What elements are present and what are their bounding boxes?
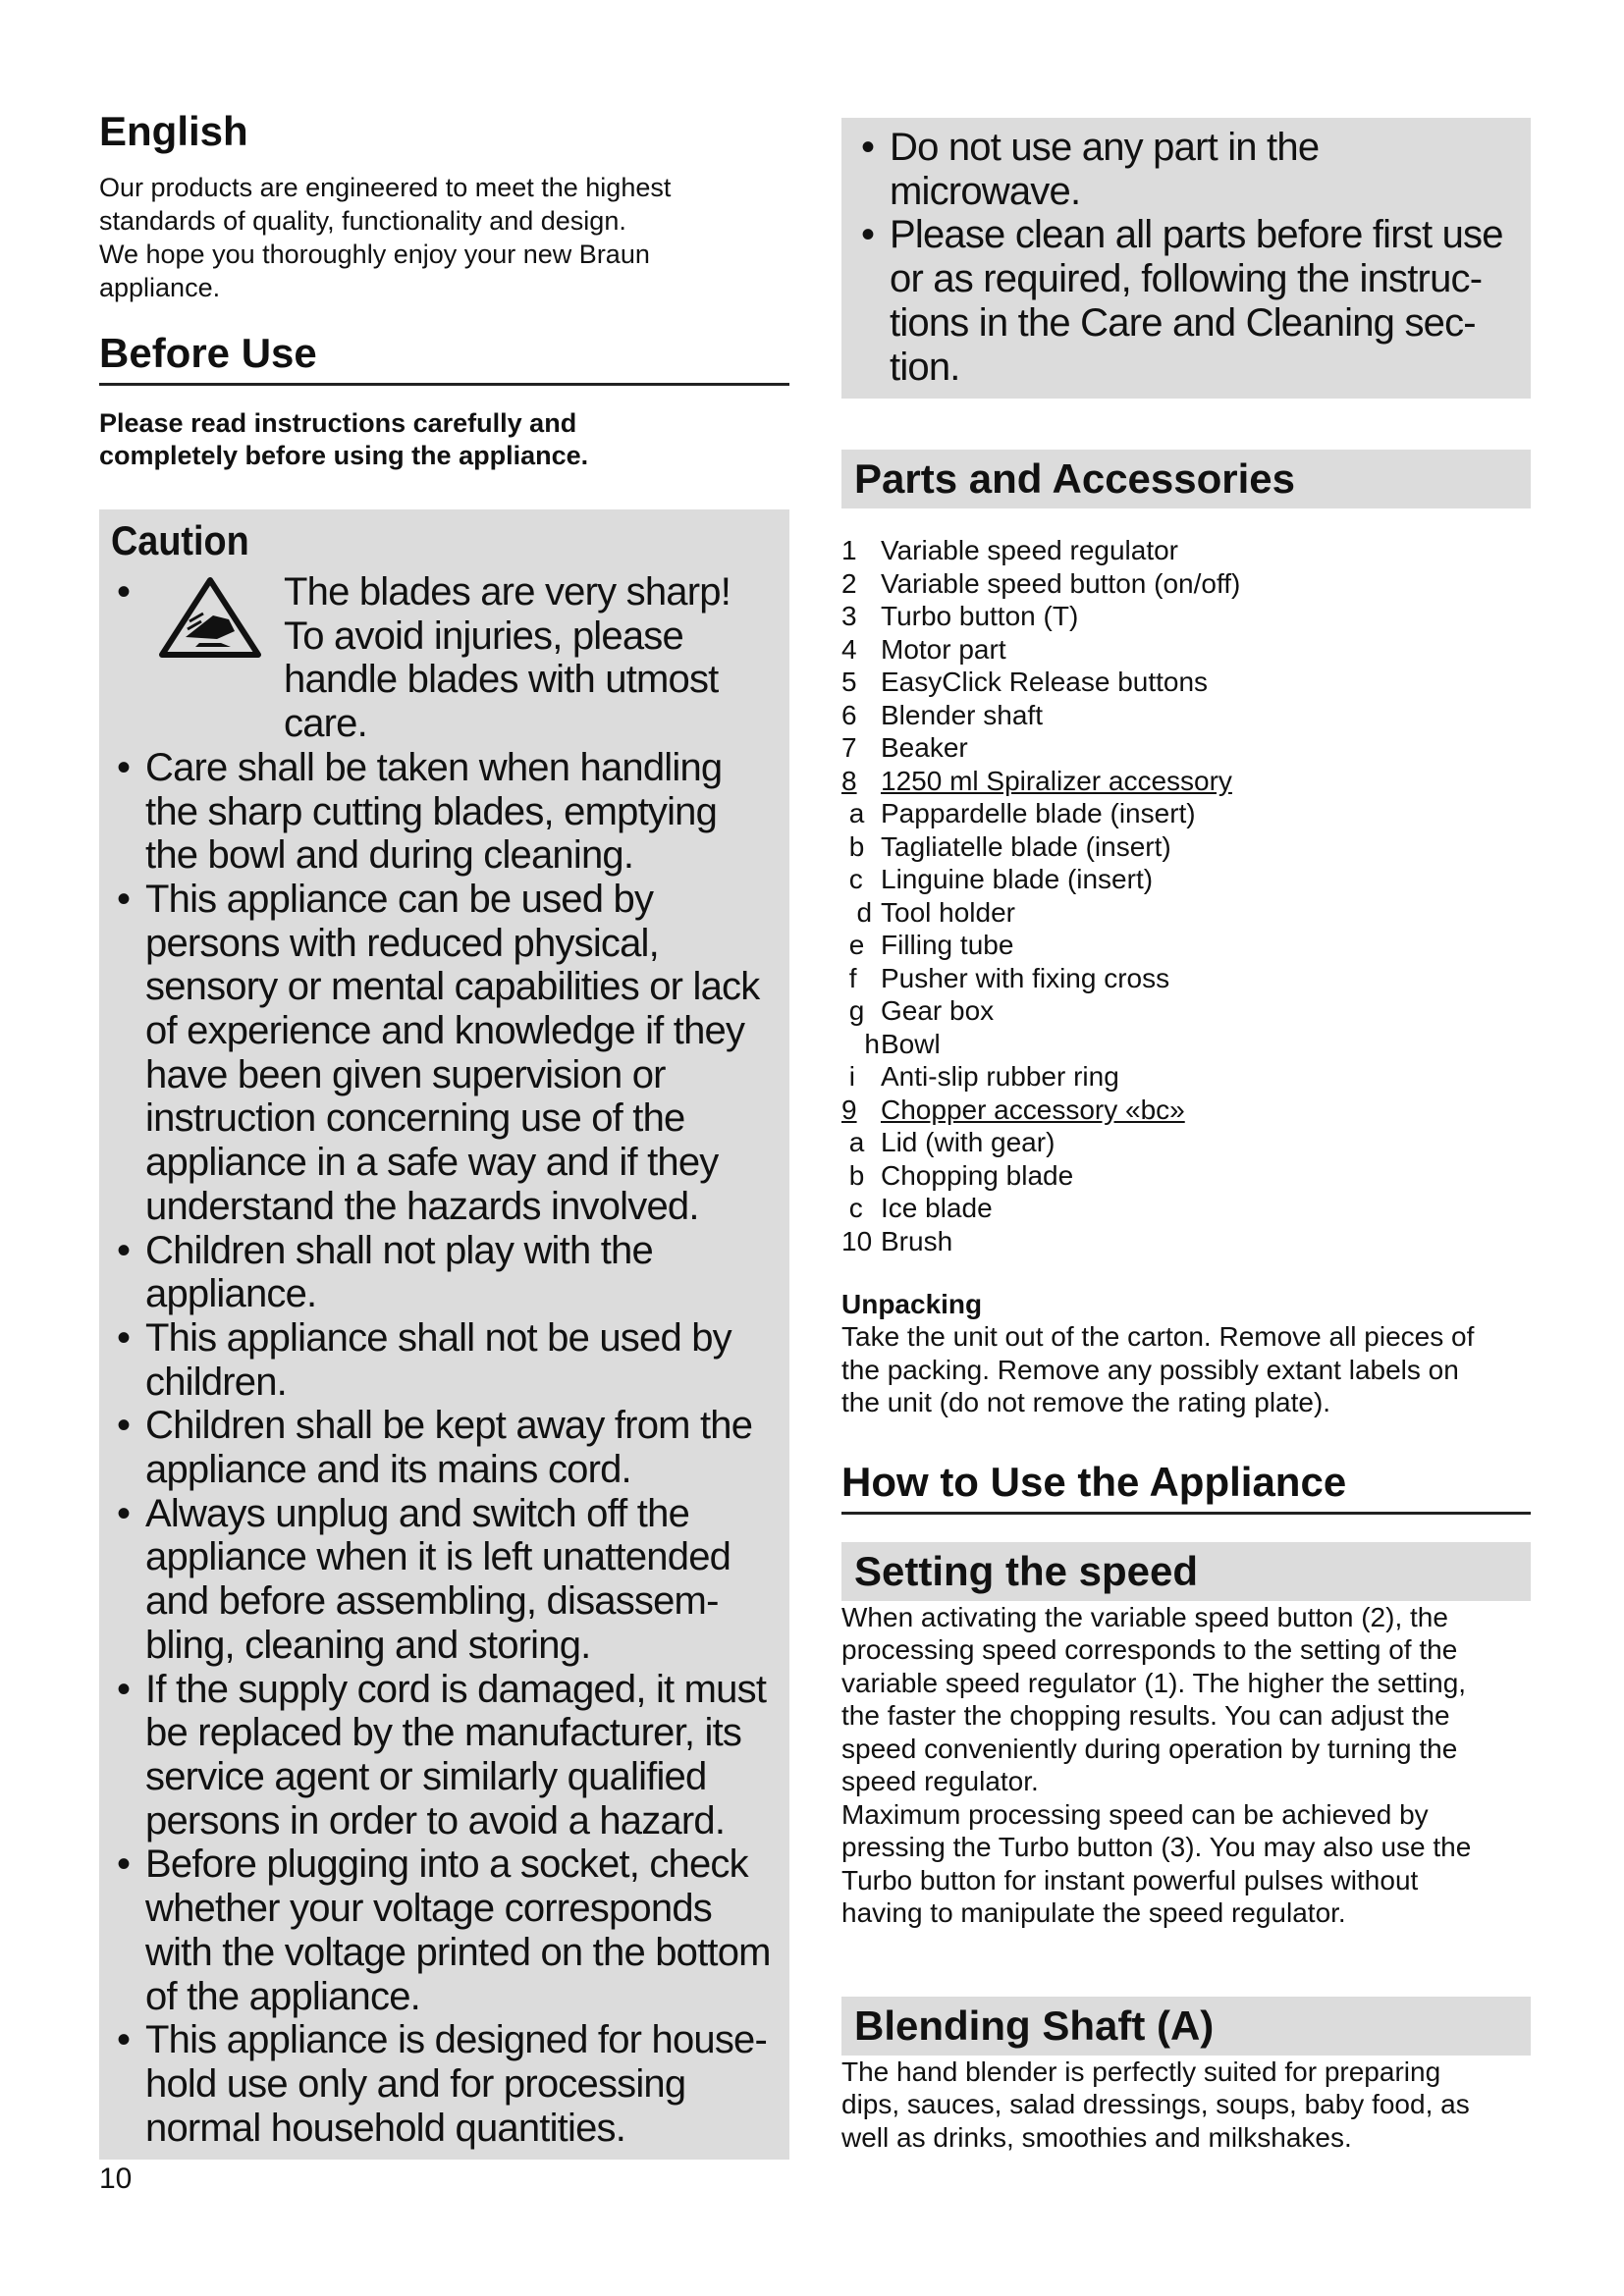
parts-list-item [841,1225,1531,1258]
caution-item: • This appliance can be used by persons with reduced physical, sensory or mental capabilities or lack of experience and knowledge if they have been given supervision or instruction concerning use of the appliance in a safe way and if they understand the hazards involved. [111,878,778,1229]
part-number: 6 [841,699,857,730]
body-line: dips, sauces, salad dressings, soups, baby food, as [841,2089,1470,2120]
body-line: processing speed corresponds to the setting of the [841,1634,1458,1666]
part-number: b [841,830,865,862]
part-label: Variable speed button (on/off) [881,567,1241,599]
how-to-use-title: How to Use the Appliance [841,1459,1531,1515]
part-number: 4 [841,633,857,665]
body-line: having to manipulate the speed regulator. [841,1897,1346,1929]
parts-list-item [841,896,1531,930]
parts-list-item [841,863,1531,896]
part-label: Tagliatelle blade (insert) [881,830,1171,862]
caution-line: handle blades with utmost [284,658,719,702]
part-number: 1 [841,535,857,566]
body-line: speed regulator. [841,1766,1039,1797]
part-label: Brush [881,1225,953,1256]
part-label: Ice blade [881,1193,993,1224]
blending-shaft-title: Blending Shaft (A) [841,1997,1531,2056]
parts-list [841,534,1531,1257]
setting-speed-paragraph-1 [841,1601,1531,1798]
setting-speed-paragraph-2 [841,1798,1531,1930]
part-number: 2 [841,567,857,599]
caution-item: • Children shall not play with the appliance. [111,1229,778,1316]
parts-section [841,450,1531,1257]
part-number: 5 [841,667,857,698]
before-use-section [99,330,789,472]
caution-line: To avoid injuries, please [284,614,683,658]
part-number: a [841,1127,865,1158]
left-column [99,98,789,2160]
part-label: EasyClick Release buttons [881,667,1209,698]
caution-item-text [264,570,778,746]
unpacking-section [841,1289,1531,1419]
parts-list-item [841,731,1531,765]
body-line: pressing the Turbo button (3). You may also use the [841,1832,1472,1863]
read-instructions-note [99,407,789,472]
part-label: Anti-slip rubber ring [881,1061,1119,1093]
part-label: 1250 ml Spiralizer accessory [881,765,1232,796]
setting-speed-title: Setting the speed [841,1542,1531,1601]
caution-line: The blades are very sharp! [284,570,731,614]
part-label: Turbo button (T) [881,601,1079,632]
part-number: 9 [841,1094,857,1125]
body-line: Turbo button for instant powerful pulses without [841,1864,1419,1896]
parts-list-item [841,797,1531,830]
part-number: c [841,864,863,895]
unpacking-text [841,1320,1531,1419]
parts-list-item [841,1028,1531,1061]
body-line: the packing. Remove any possibly extant labels on [841,1354,1459,1385]
note-line: Please read instructions carefully and [99,408,577,438]
body-line: the faster the chopping results. You can adjust the [841,1700,1450,1732]
caution-item-blades [111,570,778,746]
part-label: Beaker [881,732,968,764]
part-label: Variable speed regulator [881,535,1179,566]
part-number: 8 [841,765,857,796]
parts-list-item [841,600,1531,633]
parts-list-item [841,1192,1531,1225]
part-label: Chopping blade [881,1159,1074,1191]
part-label: Pappardelle blade (insert) [881,798,1196,829]
body-line: Maximum processing speed can be achieved by [841,1798,1429,1830]
parts-list-item [841,666,1531,699]
part-label: Bowl [881,1028,941,1059]
part-label: Gear box [881,995,995,1027]
caution-item: • If the supply cord is damaged, it must be replaced by the manufacturer, its service agent or similarly qualified persons in order to avoid a hazard. [111,1668,778,1843]
parts-list-item [841,1159,1531,1193]
part-number: f [841,962,857,993]
bullet: • [117,570,131,614]
part-label: Lid (with gear) [881,1127,1056,1158]
body-line: The hand blender is perfectly suited for preparing [841,2056,1441,2087]
setting-speed-section [841,1542,1531,1930]
caution-item: • Care shall be taken when handling the sharp cutting blades, emptying the bowl and during cleaning. [111,746,778,878]
part-label: Linguine blade (insert) [881,864,1154,895]
part-number: i [841,1061,855,1093]
parts-list-item [841,567,1531,601]
parts-list-item [841,1060,1531,1094]
parts-list-item [841,699,1531,732]
parts-list-item [841,830,1531,864]
part-number: a [841,798,865,829]
intro-line: Our products are engineered to meet the highest [99,173,672,202]
note-item: • Please clean all parts before first use or as required, following the instruc-tions in the Care and Cleaning sec-tion. [855,213,1517,389]
blending-shaft-section [841,1997,1531,2155]
part-label: Chopper accessory «bc» [881,1094,1185,1125]
caution-item: • Always unplug and switch off the appliance when it is left unattended and before assembling, disassem-bling, cleaning and storing. [111,1492,778,1668]
part-number: d [841,896,873,928]
parts-title: Parts and Accessories [841,450,1531,508]
top-notes-list [855,126,1517,389]
body-line: speed conveniently during operation by turning the [841,1733,1458,1764]
caution-title: Caution [111,517,249,563]
body-line: the unit (do not remove the rating plate). [841,1387,1331,1418]
parts-list-item [841,765,1531,798]
part-label: Motor part [881,633,1006,665]
page-number: 10 [99,2163,133,2195]
caution-line: care. [284,702,367,746]
warning-sharp-blade-icon [156,574,264,661]
part-number: h [841,1028,880,1059]
intro-line: We hope you thoroughly enjoy your new Braun [99,240,650,269]
parts-list-item [841,1126,1531,1159]
parts-list-item [841,994,1531,1028]
part-label: Pusher with fixing cross [881,962,1170,993]
caution-item: • This appliance is designed for house-hold use only and for processing normal household quantities. [111,2018,778,2150]
language-heading: English [99,108,248,154]
intro-paragraph [99,171,789,304]
body-line: variable speed regulator (1). The higher the setting, [841,1667,1467,1698]
part-number: e [841,930,865,961]
right-column [841,118,1531,2154]
top-notes-box [841,118,1531,399]
caution-box [99,509,789,2160]
part-number: c [841,1193,863,1224]
part-label: Tool holder [881,896,1015,928]
parts-list-item [841,633,1531,667]
parts-list-item [841,929,1531,962]
unpacking-title: Unpacking [841,1289,983,1320]
caution-item: • Children shall be kept away from the appliance and its mains cord. [111,1404,778,1491]
before-use-title: Before Use [99,330,789,386]
body-line: Take the unit out of the carton. Remove all pieces of [841,1321,1475,1353]
body-line: When activating the variable speed button (2), the [841,1601,1448,1632]
intro-line: standards of quality, functionality and design. [99,206,626,236]
part-label: Blender shaft [881,699,1043,730]
note-item: • Do not use any part in the microwave. [855,126,1517,213]
parts-list-item [841,1094,1531,1127]
caution-item: • This appliance shall not be used by children. [111,1316,778,1404]
how-to-use-section [841,1459,1531,1515]
body-line: well as drinks, smoothies and milkshakes. [841,2121,1352,2153]
blending-shaft-text [841,2056,1531,2155]
part-number: b [841,1159,865,1191]
part-number: 7 [841,732,857,764]
parts-list-item [841,534,1531,567]
part-number: g [841,995,865,1027]
parts-list-item [841,962,1531,995]
part-number: 10 [841,1225,873,1256]
intro-line: appliance. [99,273,221,302]
part-number: 3 [841,601,857,632]
caution-item: • Before plugging into a socket, check whether your voltage corresponds with the voltage printed on the bottom of the appliance. [111,1842,778,2018]
note-line: completely before using the appliance. [99,441,589,470]
caution-list [111,570,778,2150]
part-label: Filling tube [881,930,1014,961]
